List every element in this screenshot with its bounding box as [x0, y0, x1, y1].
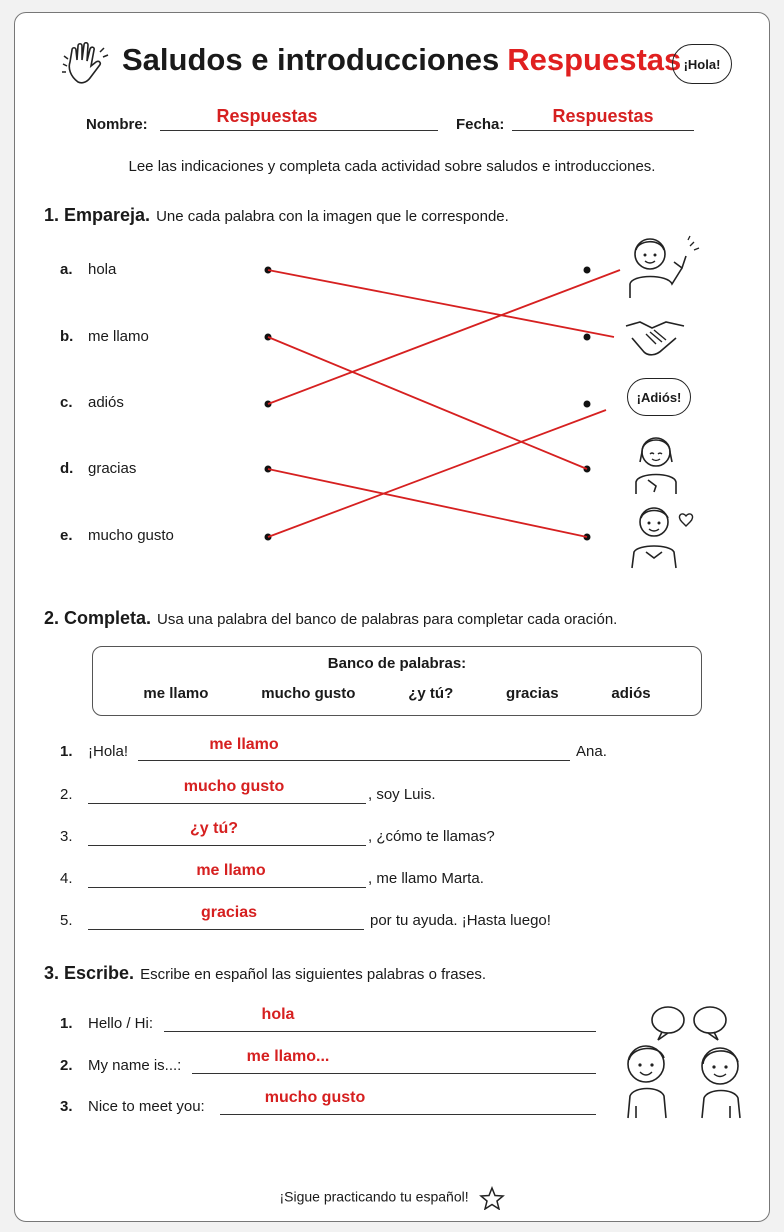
page-title: Saludos e introducciones Respuestas — [122, 42, 682, 77]
write-answer-2: me llamo... — [246, 1048, 330, 1065]
hola-speech-bubble: ¡Hola! — [672, 44, 732, 84]
answer-1: me llamo — [209, 736, 279, 753]
section3-heading: 3. Escribe. Escribe en español las siguientes palabras o frases. — [44, 963, 487, 983]
answer-line — [138, 760, 570, 761]
dot-img-3 — [584, 401, 591, 408]
bank-word: me llamo — [143, 685, 209, 702]
section2-heading: 2. Completa. Usa una palabra del banco de palabras para completar cada oración. — [44, 608, 618, 628]
match-item-c: c. adiós — [60, 394, 124, 411]
footer: ¡Sigue practicando tu español! — [0, 1186, 784, 1210]
sentence-3-num: 3. — [60, 828, 73, 845]
name-label: Nombre: — [86, 116, 148, 133]
sentence-1: 1. ¡Hola! — [60, 743, 129, 760]
match-item-d: d. gracias — [60, 460, 137, 477]
answer-5: gracias — [200, 904, 258, 921]
sentence-2-num: 2. — [60, 786, 73, 803]
title-answers-label: Respuestas — [507, 42, 682, 77]
bank-word: adiós — [611, 685, 651, 702]
answer-line — [88, 845, 366, 846]
adios-bubble-icon: ¡Adiós! — [627, 378, 691, 416]
match-line-a — [268, 270, 614, 337]
write-answer-3: mucho gusto — [264, 1089, 366, 1106]
write-answer-1: hola — [261, 1006, 295, 1023]
answer-2: mucho gusto — [183, 778, 285, 795]
sentence-4-after: , me llamo Marta. — [368, 870, 484, 887]
sentence-5-num: 5. — [60, 912, 73, 929]
instructions: Lee las indicaciones y completa cada actividad sobre saludos e introducciones. — [128, 158, 656, 175]
match-item-b: b. me llamo — [60, 328, 149, 345]
date-value: Respuestas — [552, 106, 654, 126]
thankful-person-icon — [628, 432, 684, 496]
dot-img-1 — [584, 267, 591, 274]
sentence-1-after: Ana. — [576, 743, 607, 760]
sentence-5-after: por tu ayuda. ¡Hasta luego! — [370, 912, 551, 929]
name-value: Respuestas — [216, 106, 318, 126]
bank-word: mucho gusto — [261, 685, 356, 702]
write-item-1: 1. Hello / Hi: — [60, 1015, 154, 1032]
match-line-b — [268, 337, 587, 469]
match-item-e: e. mucho gusto — [60, 527, 174, 544]
waving-person-icon — [620, 232, 702, 300]
answer-3: ¿y tú? — [190, 820, 238, 837]
answer-line — [220, 1114, 596, 1115]
handshake-icon — [622, 312, 692, 362]
answer-line — [88, 803, 366, 804]
dot-img-2 — [584, 334, 591, 341]
write-item-3: 3. Nice to meet you: — [60, 1098, 205, 1115]
match-line-c — [268, 270, 620, 404]
match-line-e — [268, 410, 606, 537]
word-bank-words — [93, 685, 701, 702]
happy-person-icon — [626, 502, 696, 570]
match-line-d — [268, 469, 587, 537]
answer-4: me llamo — [196, 862, 266, 879]
match-item-a: a. hola — [60, 261, 117, 278]
sentence-3-after: , ¿cómo te llamas? — [368, 828, 495, 845]
two-people-talking-icon — [618, 1002, 744, 1122]
word-bank-title: Banco de palabras: — [327, 655, 467, 672]
sentence-4-num: 4. — [60, 870, 73, 887]
date-label: Fecha: — [456, 116, 505, 133]
write-item-2: 2. My name is...: — [60, 1057, 182, 1074]
answer-line — [164, 1031, 596, 1032]
answer-line — [192, 1073, 596, 1074]
sentence-2-after: , soy Luis. — [368, 786, 436, 803]
answer-line — [88, 887, 366, 888]
star-icon — [479, 1186, 505, 1210]
bank-word: gracias — [506, 685, 559, 702]
bank-word: ¿y tú? — [408, 685, 454, 702]
section1-heading: 1. Empareja. Une cada palabra con la imagen que le corresponde. — [44, 205, 509, 225]
word-bank — [92, 646, 702, 716]
answer-line — [88, 929, 364, 930]
